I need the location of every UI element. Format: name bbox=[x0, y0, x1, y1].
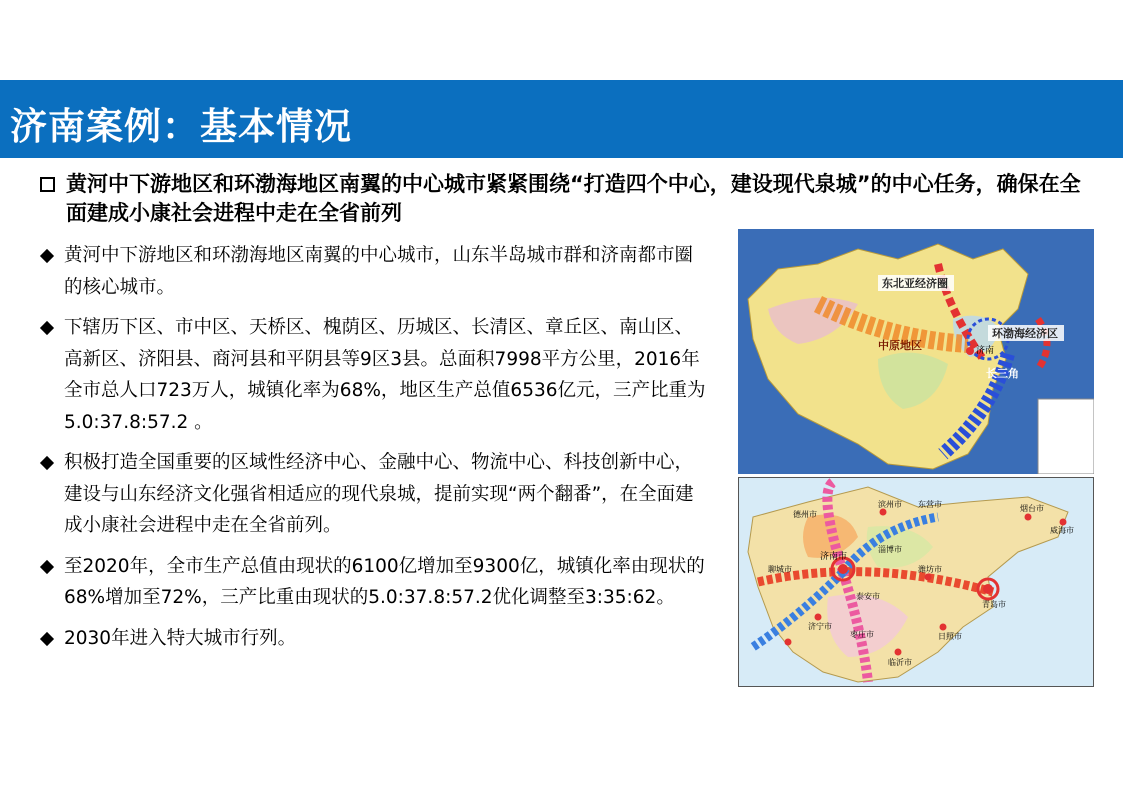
list-item bbox=[40, 312, 710, 438]
map-label: 日照市 bbox=[938, 632, 962, 641]
bullet-text: 至2020年，全市生产总值由现状的6100亿增加至9300亿，城镇化率由现状的68%增加至72%，三产比重由现状的5.0:37.8:57.2优化调整至3:35:62。 bbox=[64, 555, 705, 608]
qingdao-marker bbox=[983, 584, 993, 594]
map-label: 东营市 bbox=[918, 500, 942, 509]
bullet-text: 黄河中下游地区和环渤海地区南翼的中心城市，山东半岛城市群和济南都市圈的核心城市。 bbox=[64, 245, 694, 298]
map-label: 环渤海经济区 bbox=[992, 327, 1058, 340]
title-bar bbox=[0, 80, 1123, 158]
list-item bbox=[40, 623, 710, 655]
map-label: 济宁市 bbox=[808, 622, 832, 631]
jinan-marker bbox=[966, 347, 974, 355]
jinan-marker bbox=[838, 564, 848, 574]
map-label: 青岛市 bbox=[982, 600, 1006, 609]
city-marker bbox=[785, 639, 792, 646]
shandong-map bbox=[738, 477, 1094, 687]
city-marker bbox=[1025, 514, 1032, 521]
city-marker bbox=[815, 614, 822, 621]
bullet-text: 积极打造全国重要的区域性经济中心、金融中心、物流中心、科技创新中心，建设与山东经济文化强省相适应的现代泉城，提前实现“两个翻番”，在全面建成小康社会进程中走在全省前列。 bbox=[64, 452, 694, 536]
diamond-bullet-icon bbox=[40, 249, 54, 263]
city-marker bbox=[940, 624, 947, 631]
diamond-bullet-icon bbox=[40, 456, 54, 470]
map-label: 德州市 bbox=[793, 510, 817, 519]
map-label: 泰安市 bbox=[856, 592, 880, 601]
map-label: 威海市 bbox=[1050, 526, 1074, 535]
diamond-bullet-icon bbox=[40, 631, 54, 645]
map-label: 济南市 bbox=[820, 552, 848, 562]
city-marker bbox=[880, 509, 887, 516]
bullet-text: 下辖历下区、市中区、天桥区、槐荫区、历城区、长清区、章丘区、南山区、高新区、济阳县、商河县和平阴县等9区3县。总面积7998平方公里，2016年全市总人口723万人，城镇化率为68%，地区生产总值6536亿元，三产比重为5.0:37.8:57.2 。 bbox=[64, 317, 706, 433]
map-label: 烟台市 bbox=[1020, 504, 1044, 513]
china-region-map bbox=[738, 229, 1094, 474]
map-label: 淄博市 bbox=[878, 545, 902, 554]
map-label: 潍坊市 bbox=[918, 565, 942, 574]
map-label: 东北亚经济圈 bbox=[882, 277, 948, 290]
headline-text: 黄河中下游地区和环渤海地区南翼的中心城市紧紧围绕“打造四个中心，建设现代泉城”的中心任务，确保在全面建成小康社会进程中走在全省前列 bbox=[66, 172, 1081, 225]
city-marker bbox=[925, 574, 932, 581]
bullet-text: 2030年进入特大城市行列。 bbox=[64, 627, 297, 649]
list-item bbox=[40, 447, 710, 542]
map-label: 滨州市 bbox=[878, 500, 902, 509]
diamond-bullet-icon bbox=[40, 321, 54, 335]
map-label: 临沂市 bbox=[888, 658, 912, 667]
map-label: 长三角 bbox=[986, 367, 1019, 380]
city-marker bbox=[1060, 519, 1067, 526]
list-item bbox=[40, 240, 710, 303]
map-label: 聊城市 bbox=[768, 565, 792, 574]
square-bullet-icon bbox=[40, 177, 55, 192]
bullet-list bbox=[40, 240, 710, 663]
diamond-bullet-icon bbox=[40, 559, 54, 573]
headline bbox=[40, 170, 1090, 228]
map-label: 济南 bbox=[976, 346, 995, 356]
map-label: 枣庄市 bbox=[850, 630, 874, 639]
south-sea-inset bbox=[1038, 399, 1094, 474]
city-marker bbox=[895, 649, 902, 656]
map-label: 中原地区 bbox=[878, 339, 922, 352]
list-item bbox=[40, 551, 710, 614]
page-title: 济南案例：基本情况 bbox=[10, 105, 352, 148]
